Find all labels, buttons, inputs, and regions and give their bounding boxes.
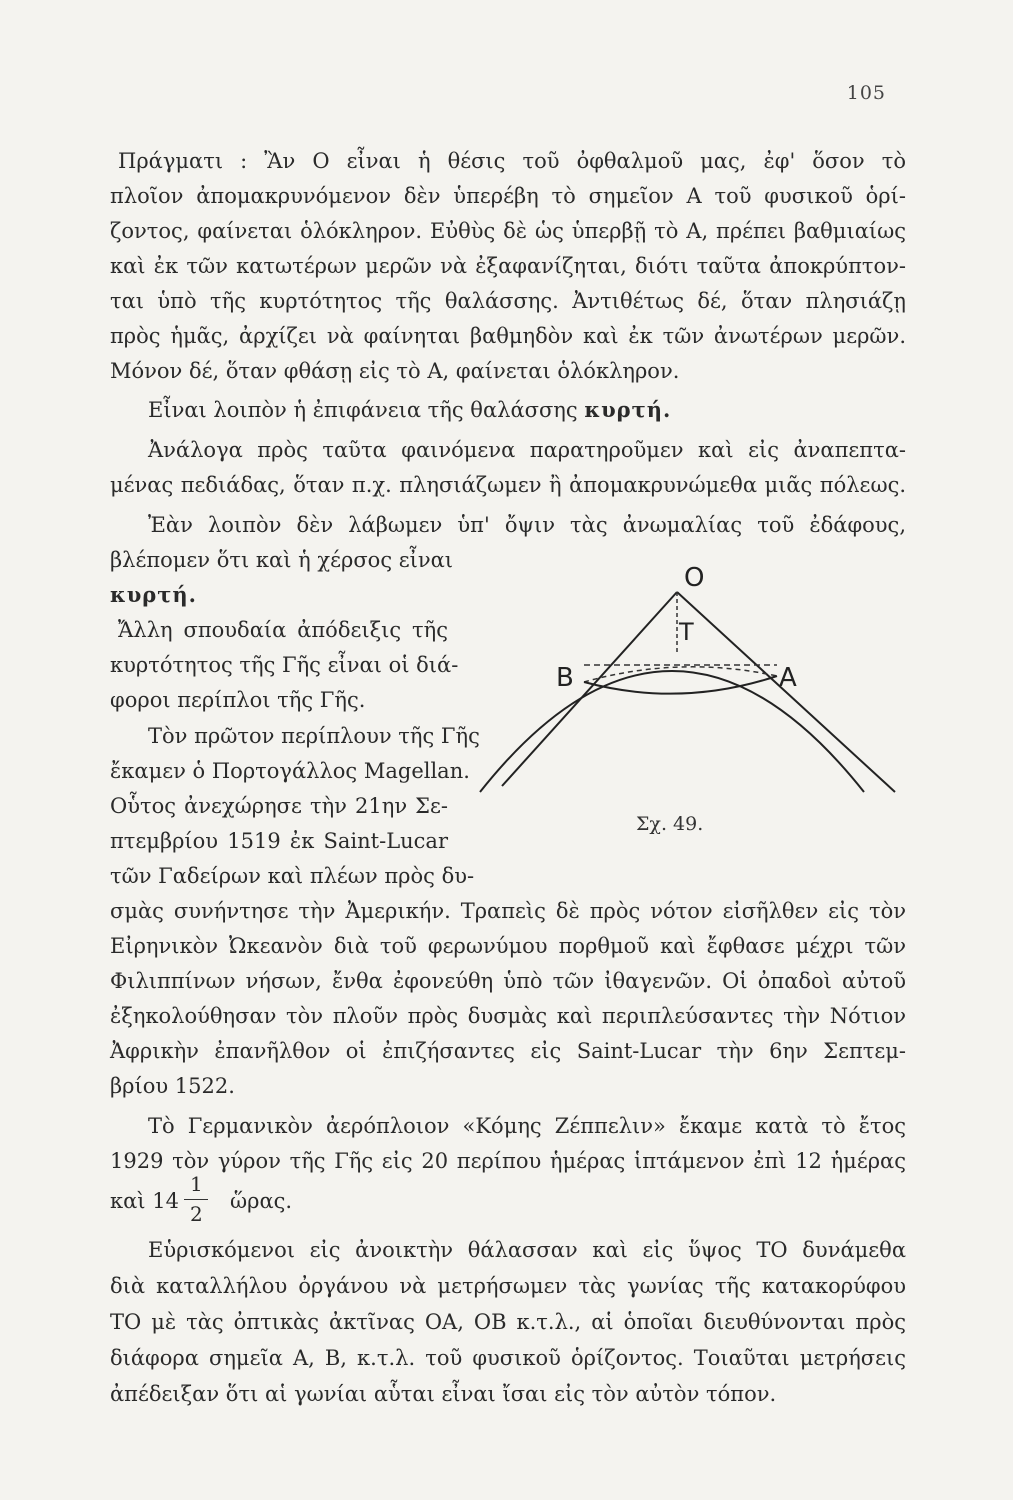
text-line: ΤΟ μὲ τὰς ὀπτικὰς ἀκτῖνας ΟΑ, ΟΒ κ.τ.λ., αἱ ὁποῖαι διευθύνονται πρὸς: [110, 1310, 906, 1334]
text-line: Εἰρηνικὸν Ὠκεανὸν διὰ τοῦ φερωνύμου πορθμοῦ καὶ ἔφθασε μέχρι τῶν: [110, 934, 906, 958]
text-line: Φιλιππίνων νήσων, ἔνθα ἐφονεύθη ὑπὸ τῶν ἰθαγενῶν. Οἱ ὀπαδοὶ αὐτοῦ: [110, 969, 906, 993]
fraction-denominator: 2: [190, 1202, 203, 1226]
text-line: πρὸς ἡμᾶς, ἀρχίζει νὰ φαίνηται βαθμηδὸν καὶ ἐκ τῶν ἀνωτέρων μερῶν.: [110, 324, 906, 348]
text-line: φοροι περίπλοι τῆς Γῆς.: [110, 688, 366, 712]
horizon-curve: [584, 667, 777, 682]
text-line: μένας πεδιάδας, ὅταν π.χ. πλησιάζωμεν ἢ ἀπομακρυνώμεθα μιᾶς πόλεως.: [110, 473, 906, 497]
text-line: Τὸν πρῶτον περίπλουν τῆς Γῆς: [148, 724, 480, 748]
text-line: ἀπέδειξαν ὅτι αἱ γωνίαι αὗται εἶναι ἴσαι εἰς τὸν αὐτὸν τόπον.: [110, 1382, 777, 1406]
label-o: O: [684, 563, 705, 593]
text-line: σμὰς συνήντησε τὴν Ἀμερικήν. Τραπεὶς δὲ πρὸς νότον εἰσῆλθεν εἰς τὸν: [110, 899, 906, 923]
text-line: κυρτότητος τῆς Γῆς εἶναι οἱ διά-: [110, 653, 459, 677]
figure-caption: Σχ. 49.: [636, 813, 704, 835]
text-line: [230, 1186, 292, 1216]
text-line: Μόνον δέ, ὅταν φθάσῃ εἰς τὸ Α, φαίνεται ὁλόκληρον.: [110, 359, 680, 383]
paragraph-2: [148, 395, 671, 425]
text-line: πλοῖον ἀπομακρυνόμενον δὲν ὑπερέβη τὸ σημεῖον Α τοῦ φυσικοῦ ὁρί-: [110, 184, 906, 208]
text-line: Ἀφρικὴν ἐπανῆλθον οἱ ἐπιζήσαντες εἰς Saint-Lucar τὴν 6ην Σεπτεμ-: [110, 1039, 906, 1063]
fraction-numerator: 1: [190, 1172, 203, 1196]
text-line: Οὗτος ἀνεχώρησε τὴν 21ην Σε-: [110, 794, 448, 818]
text-line: Ἄλλη σπουδαία ἀπόδειξις τῆς: [118, 618, 448, 642]
text-line: 1929 τὸν γύρον τῆς Γῆς εἰς 20 περίπου ἡμέρας ἱπτάμενον ἐπὶ 12 ἡμέρας: [110, 1149, 906, 1173]
emphasis: κυρτή.: [110, 582, 197, 607]
text-line: βλέπομεν ὅτι καὶ ἡ χέρσος εἶναι: [110, 548, 454, 572]
text-line: διὰ καταλλήλου ὀργάνου νὰ μετρήσωμεν τὰς γωνίας τῆς κατακορύφου: [110, 1274, 906, 1298]
text-line: τῶν Γαδείρων καὶ πλέων πρὸς δυ-: [110, 864, 475, 888]
fraction-bar: [184, 1199, 208, 1200]
fraction: [184, 1172, 208, 1230]
text: ὥρας.: [230, 1189, 293, 1213]
text-line: Τὸ Γερμανικὸν ἀερόπλοιον «Κόμης Ζέππελιν» ἔκαμε κατὰ τὸ ἔτος: [148, 1114, 906, 1138]
text-line: πτεμβρίου 1519 ἐκ Saint-Lucar: [110, 829, 448, 853]
text-line: διάφορα σημεῖα Α, Β, κ.τ.λ. τοῦ φυσικοῦ ὁρίζοντος. Τοιαῦται μετρήσεις: [110, 1346, 906, 1370]
text-line: Εὑρισκόμενοι εἰς ἀνοικτὴν θάλασσαν καὶ εἰς ὕψος ΤΟ δυνάμεθα: [148, 1238, 906, 1262]
text: Εἶναι λοιπὸν ἡ ἐπιφάνεια τῆς θαλάσσης: [148, 398, 578, 422]
text-line: ζοντος, φαίνεται ὁλόκληρον. Εὐθὺς δὲ ὡς ὑπερβῇ τὸ Α, πρέπει βαθμιαίως: [110, 219, 906, 243]
page-number: 105: [846, 82, 886, 104]
earth-arc: [480, 671, 864, 792]
label-a: A: [779, 663, 797, 693]
text-line: Ἀνάλογα πρὸς ταῦτα φαινόμενα παρατηροῦμεν καὶ εἰς ἀναπεπτα-: [148, 438, 906, 462]
label-t: T: [679, 618, 694, 646]
text-line: Ἐὰν λοιπὸν δὲν λάβωμεν ὑπ' ὄψιν τὰς ἀνωμαλίας τοῦ ἐδάφους,: [148, 513, 906, 537]
text: καὶ 14: [110, 1189, 179, 1213]
text-line: [110, 1186, 179, 1216]
text-line: ἔκαμεν ὁ Πορτογάλλος Magellan.: [110, 759, 470, 783]
text-line: Πράγματι : Ἂν Ο εἶναι ἡ θέσις τοῦ ὀφθαλμοῦ μας, ἐφ' ὅσον τὸ: [118, 149, 906, 173]
text-line: βρίου 1522.: [110, 1074, 235, 1098]
emphasis: κυρτή.: [584, 397, 672, 422]
sight-line-ob: [502, 592, 677, 786]
text-line: ἐξηκολούθησαν τὸν πλοῦν πρὸς δυσμὰς καὶ περιπλεύσαντες τὴν Νότιον: [110, 1004, 906, 1028]
text-line: καὶ ἐκ τῶν κατωτέρων μερῶν νὰ ἐξαφανίζηται, διότι ταῦτα ἀποκρύπτον-: [110, 254, 906, 278]
text-line: ται ὑπὸ τῆς κυρτότητος τῆς θαλάσσης. Ἀντιθέτως δέ, ὅταν πλησιάζῃ: [110, 289, 906, 313]
label-b: B: [556, 663, 574, 693]
